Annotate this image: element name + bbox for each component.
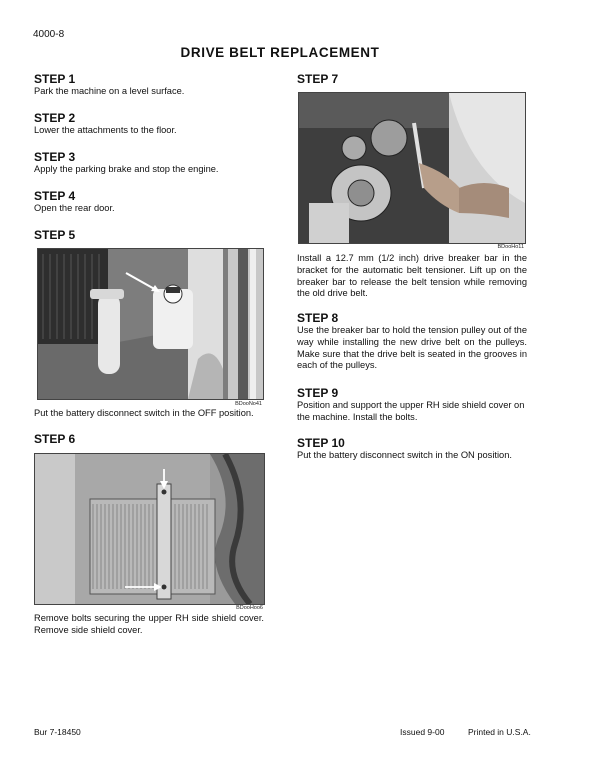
step-heading: STEP 2 — [34, 111, 76, 125]
step-2 — [34, 111, 264, 137]
step-7 — [297, 72, 527, 86]
step-text: Put the battery disconnect switch in the ON position. — [297, 450, 512, 460]
step-8 — [297, 311, 527, 372]
battery-switch-illustration — [38, 249, 263, 399]
footer-document-number: Bur 7-18450 — [34, 727, 81, 737]
side-shield-illustration — [35, 454, 264, 604]
step-5-photo — [37, 248, 264, 400]
step-heading: STEP 6 — [34, 432, 76, 446]
step-heading: STEP 1 — [34, 72, 76, 86]
step-1 — [34, 72, 264, 98]
step-3 — [34, 150, 264, 176]
step-text: Remove bolts securing the upper RH side shield cover. Remove side shield cover. — [34, 613, 264, 635]
step-6-caption — [34, 613, 264, 637]
step-text: Open the rear door. — [34, 203, 115, 213]
step-heading: STEP 4 — [34, 189, 76, 203]
step-4 — [34, 189, 264, 215]
footer-printed: Printed in U.S.A. — [468, 727, 531, 737]
step-10 — [297, 436, 527, 462]
step-6 — [34, 432, 264, 446]
step-5-caption — [34, 408, 264, 420]
page-title: DRIVE BELT REPLACEMENT — [180, 45, 380, 60]
step-5 — [34, 228, 264, 242]
step-heading: STEP 10 — [297, 436, 345, 450]
figure-code: BDooHoo6 — [236, 605, 263, 611]
step-text: Put the battery disconnect switch in the OFF position. — [34, 408, 254, 418]
footer-issued: Issued 9-00 — [400, 727, 445, 737]
step-text: Apply the parking brake and stop the engine. — [34, 164, 219, 174]
page-number: 4000-8 — [33, 29, 65, 40]
step-text: Use the breaker bar to hold the tension pulley out of the way while installing the new drive belt on the pulleys. Make sure that the drive belt is seated in the grooves in each of the pulleys. — [297, 325, 527, 371]
step-heading: STEP 7 — [297, 72, 339, 86]
step-text: Install a 12.7 mm (1/2 inch) drive breaker bar in the bracket for the automatic belt tensioner. Lift up on the breaker bar to release the belt tension while removing the old drive belt. — [297, 253, 527, 299]
step-7-caption — [297, 253, 527, 300]
figure-code: BDooHo11 — [497, 244, 524, 250]
step-7-photo — [298, 92, 526, 244]
step-heading: STEP 9 — [297, 386, 339, 400]
step-heading: STEP 8 — [297, 311, 339, 325]
step-6-photo — [34, 453, 265, 605]
figure-code: BDooNo41 — [235, 401, 262, 407]
step-heading: STEP 5 — [34, 228, 76, 242]
step-text: Park the machine on a level surface. — [34, 86, 185, 96]
step-text: Lower the attachments to the floor. — [34, 125, 177, 135]
breaker-bar-illustration — [299, 93, 525, 243]
step-heading: STEP 3 — [34, 150, 76, 164]
step-text: Position and support the upper RH side shield cover on the machine. Install the bolts. — [297, 400, 525, 422]
step-9 — [297, 386, 527, 424]
